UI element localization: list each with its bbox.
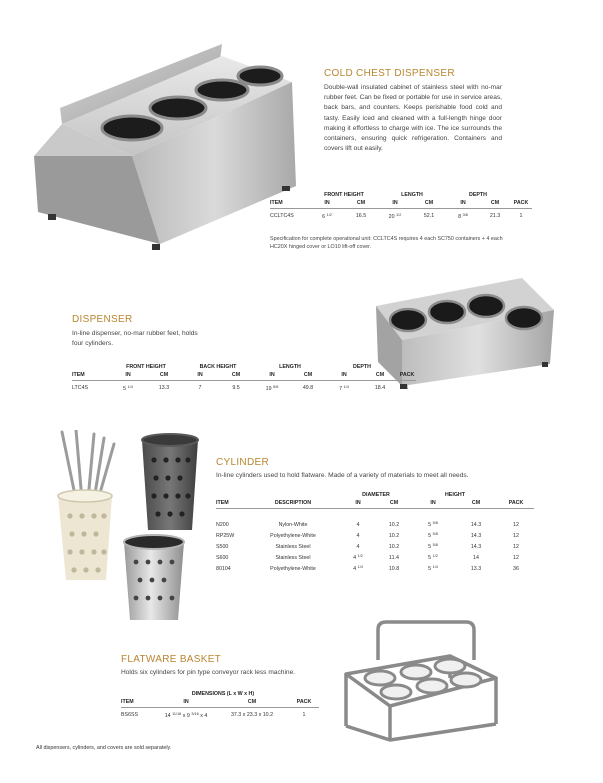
column-header: IN	[326, 371, 362, 380]
flatware-basket-title: FLATWARE BASKET	[121, 654, 222, 665]
cold-chest-spec-table	[270, 190, 532, 224]
cell-cm: 37.3 x 23.3 x 10.2	[230, 712, 274, 719]
cell-in: 5 $^{5/8}$	[428, 521, 438, 528]
cell-in: 4 $^{1/2}$	[353, 554, 363, 561]
column-header: IN	[254, 371, 290, 380]
cold-chest-description: Double-wall insulated cabinet of stainless steel with no-mar rubber feet. Can be fixed or portable for use in service areas, back bars, and counters. Keeps perishable food cold and tasty. Easily iced and cleaned with a full-length hinge door making it effortless to charge with ice. The ice surrounds the containers, ensuring quick refrigeration. Containers and covers lift out easily.	[324, 84, 502, 153]
cell-in: 5 $^{1/4}$	[123, 384, 133, 392]
cell-in: 4	[356, 533, 360, 539]
cell-cm: 13.3	[470, 565, 482, 572]
cell-description: Polyethylene-White	[270, 532, 316, 539]
cell-item: S600	[216, 554, 229, 561]
cell-in: 7 $^{1/4}$	[339, 384, 349, 392]
cell-description: Stainless Steel	[275, 543, 311, 550]
cell-cm: 10.8	[388, 565, 400, 572]
cold-chest-dispenser-image	[32, 36, 298, 258]
column-header: IN	[340, 499, 376, 508]
column-header: PACK	[289, 698, 319, 707]
group-header-depth: DEPTH	[353, 363, 371, 370]
column-header: CM	[412, 199, 446, 208]
cell-in: 5 $^{1/4}$	[428, 565, 438, 572]
column-header: PACK	[510, 199, 532, 208]
column-header: CM	[146, 371, 182, 380]
table-row	[216, 530, 534, 541]
footer-note: All dispensers, cylinders, and covers are sold separately.	[36, 745, 172, 751]
cold-chest-spec-note: Specification for complete operational unit: CCLTC4S requires 4 each SC750 containers + 4 each HC20X hinged cover or LO10 lift-off cover.	[270, 236, 503, 250]
cell-cm: 10.2	[388, 543, 400, 550]
cell-item: BS6SS	[121, 712, 139, 719]
table-row	[121, 707, 319, 723]
flatware-basket-description: Holds six cylinders for pin type conveyor rack less machine.	[121, 669, 296, 676]
cell-in: 5 $^{1/2}$	[428, 554, 438, 561]
column-header: CM	[376, 499, 412, 508]
group-header-depth: DEPTH	[469, 191, 487, 198]
group-header-length: LENGTH	[279, 363, 301, 370]
flatware-basket-spec-table	[121, 689, 319, 723]
dispenser-spec-table	[72, 362, 416, 396]
cell-cm: 21.3	[489, 213, 501, 220]
column-header: PACK	[498, 499, 534, 508]
cell-description: Nylon-White	[278, 521, 308, 528]
table-row	[72, 380, 416, 396]
cell-description: Polyethylene-White	[270, 565, 316, 572]
column-header: CM	[290, 371, 326, 380]
column-header: IN	[157, 698, 215, 707]
cell-cm: 9.5	[232, 385, 240, 392]
cell-cm: 49.8	[302, 385, 314, 392]
cell-item: S500	[216, 543, 229, 550]
column-header: IN	[110, 371, 146, 380]
cell-in: 19 $^{5/8}$	[265, 384, 279, 392]
cell-cm: 52.1	[423, 213, 435, 220]
cell-in: 4	[356, 544, 360, 550]
group-header-length: LENGTH	[401, 191, 423, 198]
cell-cm: 10.2	[388, 532, 400, 539]
table-row	[216, 563, 534, 574]
group-header-front-height: FRONT HEIGHT	[126, 363, 166, 370]
group-header-diameter: DIAMETER	[362, 491, 390, 498]
cylinders-image	[48, 430, 210, 622]
cell-in: 6 $^{1/2}$	[322, 212, 332, 220]
cell-in: 14 $^{11/16}$ x 9 $^{3/16}$ x 4	[164, 711, 208, 719]
cell-item: 80104	[216, 565, 231, 572]
group-header-front-height: FRONT HEIGHT	[324, 191, 364, 198]
column-header: IN	[378, 199, 412, 208]
column-header: ITEM	[121, 698, 157, 707]
table-row	[216, 519, 534, 530]
group-header-height: HEIGHT	[444, 491, 465, 498]
cell-in: 8 $^{3/8}$	[458, 212, 468, 220]
cell-in: 5 $^{5/8}$	[428, 532, 438, 539]
cell-cm: 18.4	[374, 385, 386, 392]
column-header: CM	[362, 371, 398, 380]
column-header: DESCRIPTION	[246, 499, 340, 508]
column-header: CM	[454, 499, 498, 508]
cell-pack: 1	[302, 712, 306, 719]
cell-in: 7	[198, 385, 202, 392]
cell-in: 4 $^{1/4}$	[353, 565, 363, 572]
cell-cm: 11.4	[389, 554, 399, 561]
cell-cm: 14.3	[470, 521, 482, 528]
cell-pack: 1	[405, 385, 409, 392]
cell-in: 5 $^{5/8}$	[428, 543, 438, 550]
column-header: ITEM	[270, 199, 310, 208]
column-header: IN	[412, 499, 454, 508]
group-header-dimensions: DIMENSIONS (L x W x H)	[191, 690, 255, 697]
cold-chest-title: COLD CHEST DISPENSER	[324, 68, 455, 79]
column-header: CM	[215, 698, 289, 707]
column-header: ITEM	[72, 371, 110, 380]
cell-description: Stainless Steel	[275, 554, 311, 561]
column-header: ITEM	[216, 499, 246, 508]
cell-item: CCLTC4S	[270, 213, 294, 220]
table-row	[216, 541, 534, 552]
cell-item: N200	[216, 521, 229, 528]
dispenser-description: In-line dispenser, no-mar rubber feet, holds four cylinders.	[72, 330, 198, 348]
column-header: IN	[310, 199, 344, 208]
cell-pack: 12	[513, 521, 519, 528]
cell-cm: 14	[473, 554, 479, 561]
column-header: CM	[480, 199, 510, 208]
cylinder-spec-table	[216, 490, 534, 574]
cell-item: LTC4S	[72, 385, 89, 392]
cell-cm: 13.3	[158, 385, 170, 392]
cell-in: 20 $^{1/2}$	[388, 212, 402, 220]
cylinder-title: CYLINDER	[216, 457, 269, 468]
column-header: IN	[182, 371, 218, 380]
cell-cm: 16.5	[355, 213, 367, 220]
dispenser-title: DISPENSER	[72, 314, 133, 325]
cell-pack: 12	[513, 554, 519, 561]
column-header: PACK	[399, 372, 415, 379]
column-header: CM	[344, 199, 378, 208]
cell-in: 4	[356, 522, 360, 528]
cylinder-description: In-line cylinders used to hold flatware. Made of a variety of materials to meet all needs.	[216, 472, 469, 479]
cell-cm: 14.3	[470, 532, 482, 539]
cell-cm: 14.3	[470, 543, 482, 550]
cell-pack: 1	[519, 213, 523, 220]
cell-cm: 10.2	[388, 521, 400, 528]
column-header: CM	[218, 371, 254, 380]
cell-item: RP25W	[216, 532, 235, 539]
group-header-back-height: BACK HEIGHT	[199, 363, 237, 370]
table-row	[270, 208, 532, 224]
cell-pack: 12	[513, 532, 519, 539]
flatware-basket-image	[338, 616, 502, 744]
table-row	[216, 552, 534, 563]
cell-pack: 12	[513, 543, 519, 550]
column-header: IN	[446, 199, 480, 208]
cell-pack: 36	[513, 565, 519, 572]
